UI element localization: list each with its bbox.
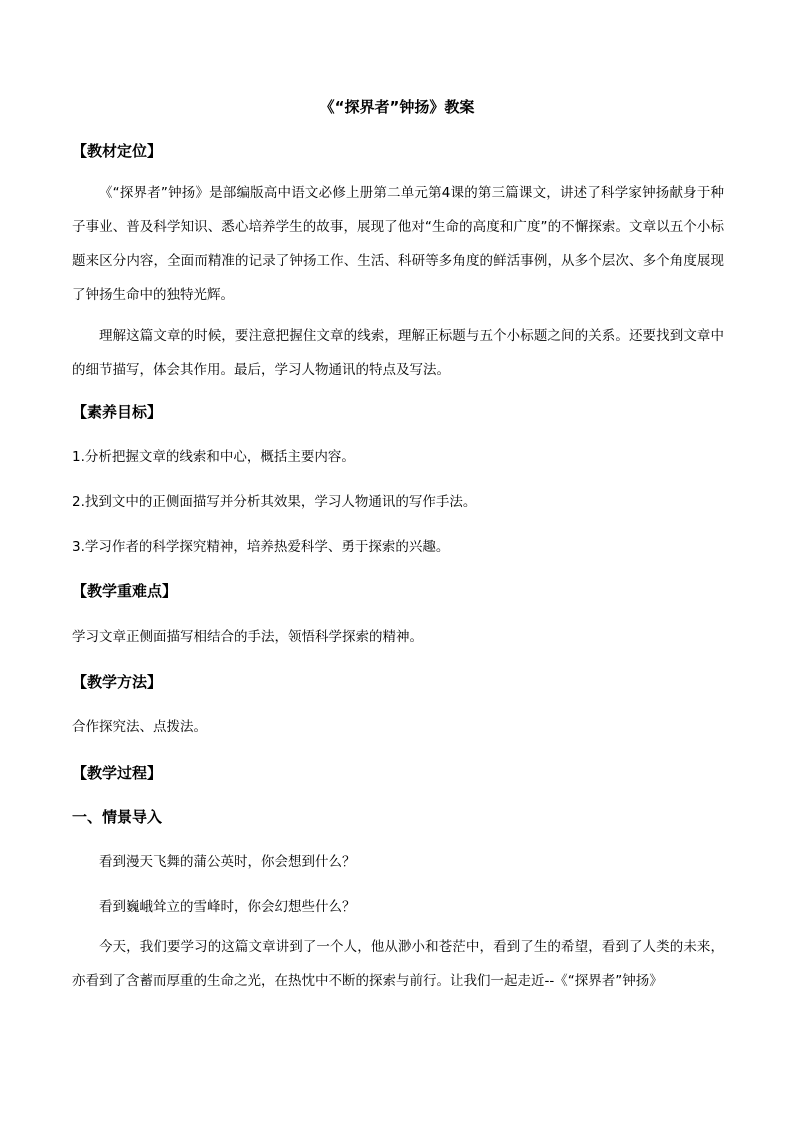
question-dandelion: 看到漫天飞舞的蒲公英时，你会想到什么？ — [99, 854, 356, 870]
heading-textbook-positioning: 【教材定位】 — [72, 142, 163, 160]
subheading-scene-introduction: 一、情景导入 — [72, 808, 163, 826]
question-snow-peak: 看到巍峨耸立的雪峰时，你会幻想些什么？ — [99, 899, 356, 915]
goal-item-3: 3.学习作者的科学探究精神，培养热爱科学、勇于探索的兴趣。 — [72, 539, 450, 555]
heading-teaching-methods: 【教学方法】 — [72, 673, 163, 691]
document-title: 《“探界者”钟扬》教案 — [319, 98, 475, 116]
paragraph-textbook-1: 《“探界者”钟扬》是部编版高中语文必修上册第二单元第4课的第三篇课文，讲述了科学家钟扬献身于种子事业、普及科学知识、悉心培养学生的故事，展现了他对“生命的高度和广度”的不懈探索。文章以五个小标题来区分内容，全面而精准的记录了钟扬工作、生活、科研等多角度的鲜活事例，从多个层次、多个角度展现了钟扬生命中的独特光辉。 — [72, 185, 724, 303]
heading-teaching-process: 【教学过程】 — [72, 764, 163, 782]
paragraph-introduction: 今天，我们要学习的这篇文章讲到了一个人，他从渺小和苍茫中，看到了生的希望，看到了人类的未来，亦看到了含蓄而厚重的生命之光，在热忱中不断的探索与前行。让我们一起走近--《“探界者”钟扬》 — [72, 939, 724, 989]
teaching-methods-text: 合作探究法、点拨法。 — [72, 719, 207, 735]
paragraph-textbook-2: 理解这篇文章的时候，要注意把握住文章的线索，理解正标题与五个小标题之间的关系。还要找到文章中的细节描写，体会其作用。最后，学习人物通讯的特点及写法。 — [72, 328, 724, 378]
goal-item-1: 1.分析把握文章的线索和中心，概括主要内容。 — [72, 449, 355, 465]
heading-literacy-goals: 【素养目标】 — [72, 403, 163, 421]
key-points-text: 学习文章正侧面描写相结合的手法，领悟科学探索的精神。 — [72, 629, 423, 645]
heading-key-difficult-points: 【教学重难点】 — [72, 582, 178, 600]
goal-item-2: 2.找到文中的正侧面描写并分析其效果，学习人物通讯的写作手法。 — [72, 494, 477, 510]
